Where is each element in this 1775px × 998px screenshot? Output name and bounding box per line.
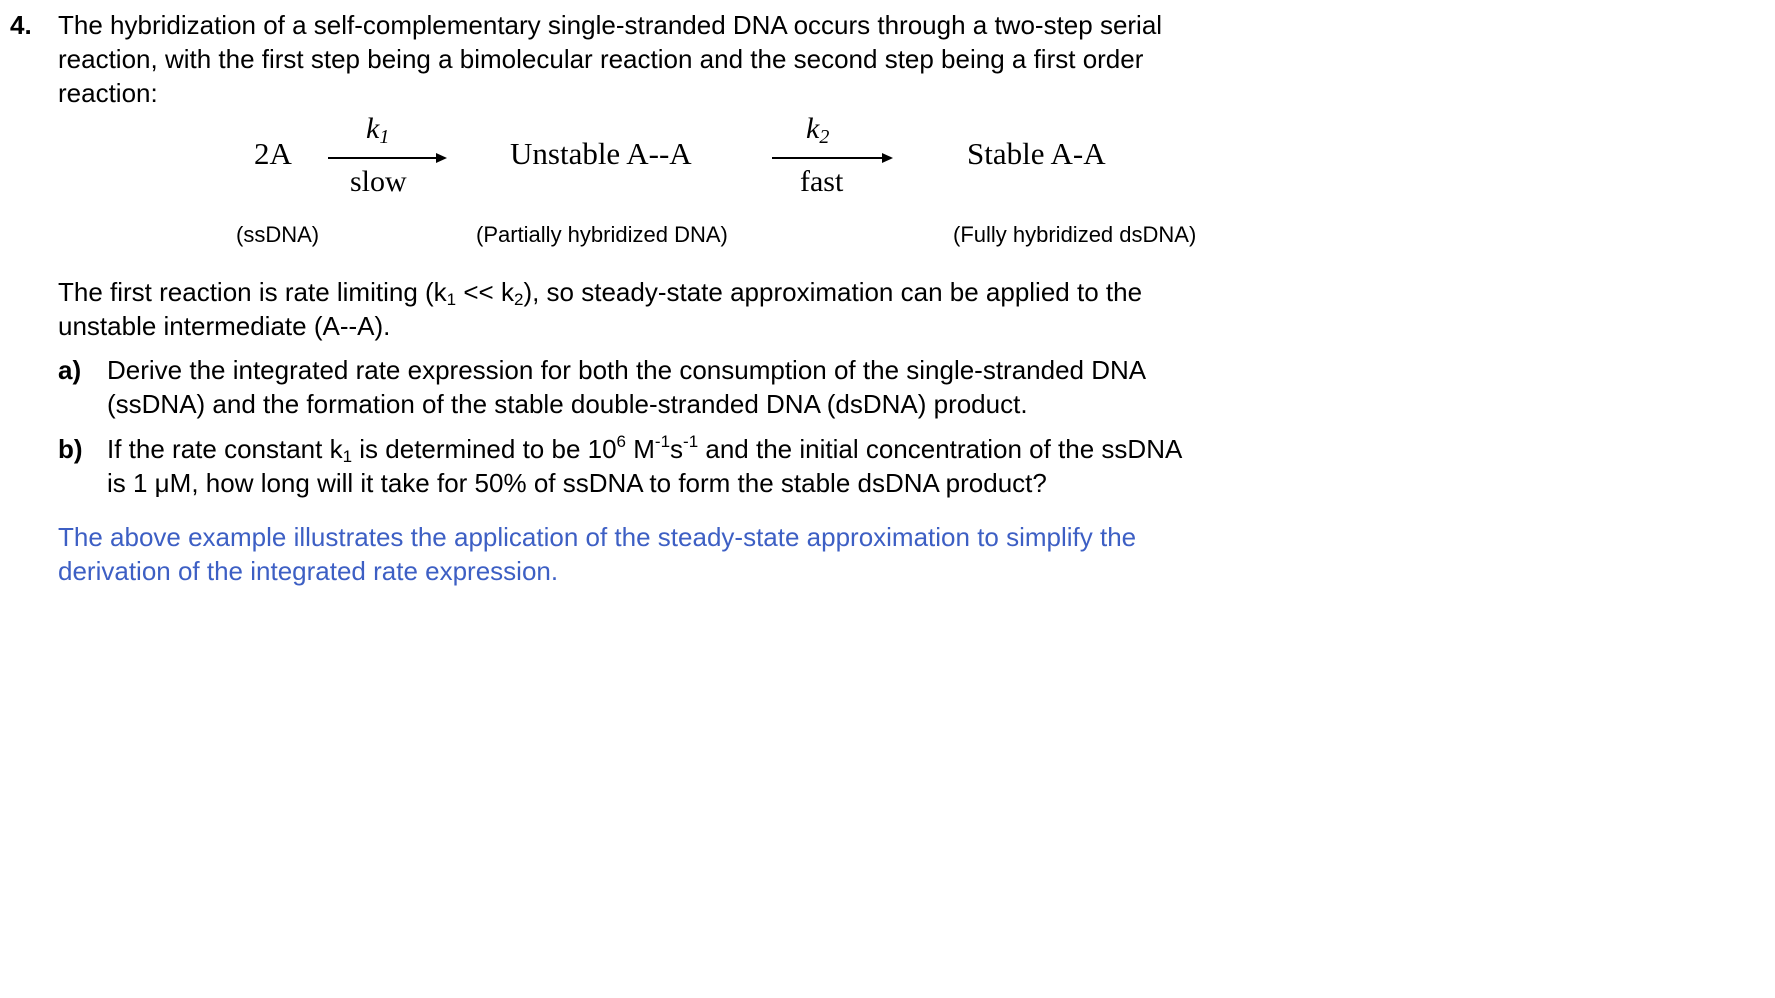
reactant-species: 2A [254, 136, 292, 171]
product-species: Stable A-A [967, 136, 1106, 171]
part-a-letter: a) [58, 355, 82, 385]
reaction-arrow-1 [328, 157, 438, 159]
step1-speed-label: slow [350, 165, 407, 198]
reactant-label: (ssDNA) [236, 222, 320, 247]
reaction-arrow-2 [772, 157, 884, 159]
note-line-1: The above example illustrates the application of the steady-state approximation to simplify the [58, 522, 1137, 552]
note-line-2: derivation of the integrated rate expression. [58, 556, 559, 586]
intermediate-label: (Partially hybridized DNA) [476, 222, 728, 247]
question-stem-line-1: The hybridization of a self-complementary single-stranded DNA occurs through a two-step serial [58, 10, 1163, 40]
intermediate-species: Unstable A--A [510, 136, 692, 171]
part-a-line-1: Derive the integrated rate expression for both the consumption of the single-stranded DNA [107, 355, 1147, 385]
question-stem-line-2: reaction, with the first step being a bimolecular reaction and the second step being a first order [58, 44, 1144, 74]
part-b-line-2: is 1 μM, how long will it take for 50% of ssDNA to form the stable dsDNA product? [107, 468, 1047, 498]
reaction-arrow-2-head [882, 153, 893, 163]
part-b-line-1: If the rate constant $k_1$ is determined to be $10^6$ $M^{-1}s^{-1}$ and the initial concentration of the ssDNA [107, 432, 1183, 466]
part-b-letter: b) [58, 434, 83, 464]
rate-constant-k2: $k_2$ [806, 112, 830, 148]
assumption-line-2: unstable intermediate (A--A). [58, 311, 391, 341]
part-a-line-2: (ssDNA) and the formation of the stable double-stranded DNA (dsDNA) product. [107, 389, 1028, 419]
step2-speed-label: fast [800, 165, 844, 198]
reaction-arrow-1-head [436, 153, 447, 163]
assumption-line-1: The first reaction is rate limiting $(k_1 << k_2)$, so steady-state approximation can be applied to the [58, 277, 1143, 309]
question-stem-line-3: reaction: [58, 78, 158, 108]
question-number: 4. [10, 10, 32, 40]
rate-constant-k1: $k_1$ [366, 112, 390, 148]
product-label: (Fully hybridized dsDNA) [953, 222, 1197, 247]
